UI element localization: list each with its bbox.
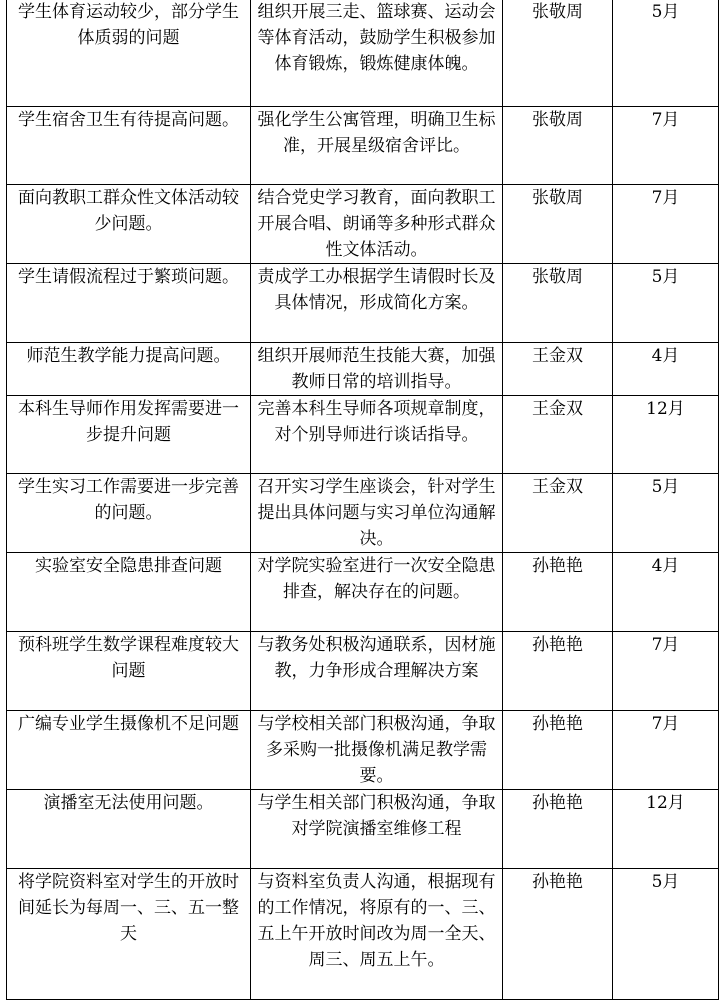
- problem-text: 将学院资料室对学生的开放时间延长为每周一、三、五一整天: [18, 872, 239, 944]
- problem-cell: [7, 790, 251, 869]
- month-text: 7月: [651, 714, 680, 734]
- table-row: [7, 264, 719, 343]
- table-row: [7, 869, 719, 1000]
- table-row: [7, 396, 719, 474]
- month-text: 12月: [646, 399, 685, 419]
- month-text: 5月: [651, 477, 680, 497]
- person-text: 王金双: [532, 346, 583, 366]
- problem-cell: [7, 0, 251, 107]
- problem-cell: [7, 632, 251, 711]
- table-row: [7, 474, 719, 553]
- problem-cell: [7, 553, 251, 632]
- problem-cell: [7, 474, 251, 553]
- person-text: 孙艳艳: [532, 793, 583, 813]
- problem-text: 师范生教学能力提高问题。: [26, 346, 231, 366]
- measure-text: 与学生相关部门积极沟通，争取对学院演播室维修工程: [257, 793, 496, 839]
- person-cell: [503, 790, 613, 869]
- month-text: 7月: [651, 188, 680, 208]
- person-cell: [503, 869, 613, 1000]
- measure-cell: [251, 474, 503, 553]
- rectification-task-table: [6, 0, 719, 1000]
- person-cell: [503, 553, 613, 632]
- person-text: 王金双: [532, 477, 583, 497]
- person-text: 孙艳艳: [532, 714, 583, 734]
- measure-cell: [251, 0, 503, 107]
- person-text: 孙艳艳: [532, 556, 583, 576]
- table-row: [7, 343, 719, 396]
- problem-text: 学生实习工作需要进一步完善的问题。: [18, 477, 239, 523]
- person-text: 孙艳艳: [532, 635, 583, 655]
- table-row: [7, 553, 719, 632]
- person-text: 王金双: [532, 399, 583, 419]
- measure-text: 责成学工办根据学生请假时长及具体情况，形成简化方案。: [257, 267, 496, 313]
- month-cell: [613, 343, 719, 396]
- measure-text: 组织开展师范生技能大赛，加强教师日常的培训指导。: [257, 346, 496, 392]
- measure-text: 与学校相关部门积极沟通，争取多采购一批摄像机满足教学需要。: [257, 714, 496, 786]
- measure-text: 完善本科生导师各项规章制度，对个别导师进行谈话指导。: [257, 399, 496, 445]
- person-cell: [503, 711, 613, 790]
- person-text: 张敬周: [532, 110, 583, 130]
- person-text: 张敬周: [532, 188, 583, 208]
- person-cell: [503, 264, 613, 343]
- month-cell: [613, 553, 719, 632]
- person-cell: [503, 396, 613, 474]
- measure-cell: [251, 343, 503, 396]
- table-row: [7, 107, 719, 185]
- measure-cell: [251, 632, 503, 711]
- problem-text: 演播室无法使用问题。: [43, 793, 214, 813]
- measure-cell: [251, 790, 503, 869]
- measure-cell: [251, 553, 503, 632]
- person-cell: [503, 632, 613, 711]
- table-row: [7, 790, 719, 869]
- table-row: [7, 0, 719, 107]
- table-row: [7, 632, 719, 711]
- problem-cell: [7, 264, 251, 343]
- measure-text: 结合党史学习教育，面向教职工开展合唱、朗诵等多种形式群众性文体活动。: [257, 188, 496, 260]
- person-cell: [503, 185, 613, 264]
- problem-text: 预科班学生数学课程难度较大问题: [18, 635, 239, 681]
- measure-cell: [251, 396, 503, 474]
- month-text: 12月: [646, 793, 685, 813]
- problem-text: 面向教职工群众性文体活动较少问题。: [18, 188, 239, 234]
- month-text: 7月: [651, 635, 680, 655]
- problem-cell: [7, 396, 251, 474]
- month-text: 5月: [651, 2, 680, 22]
- month-cell: [613, 711, 719, 790]
- month-text: 5月: [651, 872, 680, 892]
- month-cell: [613, 107, 719, 185]
- month-text: 5月: [651, 267, 680, 287]
- measure-cell: [251, 107, 503, 185]
- person-cell: [503, 0, 613, 107]
- problem-cell: [7, 869, 251, 1000]
- problem-text: 广编专业学生摄像机不足问题: [18, 714, 239, 734]
- measure-cell: [251, 711, 503, 790]
- person-text: 孙艳艳: [532, 872, 583, 892]
- problem-text: 实验室安全隐患排查问题: [35, 556, 222, 576]
- month-text: 7月: [651, 110, 680, 130]
- table-row: [7, 711, 719, 790]
- month-cell: [613, 396, 719, 474]
- month-cell: [613, 264, 719, 343]
- problem-cell: [7, 343, 251, 396]
- measure-text: 与教务处积极沟通联系，因材施教，力争形成合理解决方案: [257, 635, 496, 681]
- measure-text: 强化学生公寓管理，明确卫生标准，开展星级宿舍评比。: [257, 110, 496, 156]
- problem-text: 本科生导师作用发挥需要进一步提升问题: [18, 399, 239, 445]
- measure-cell: [251, 869, 503, 1000]
- problem-cell: [7, 711, 251, 790]
- month-cell: [613, 0, 719, 107]
- month-text: 4月: [651, 556, 680, 576]
- measure-cell: [251, 185, 503, 264]
- person-text: 张敬周: [532, 2, 583, 22]
- month-text: 4月: [651, 346, 680, 366]
- problem-cell: [7, 185, 251, 264]
- person-cell: [503, 343, 613, 396]
- measure-text: 召开实习学生座谈会，针对学生提出具体问题与实习单位沟通解决。: [257, 477, 496, 549]
- person-cell: [503, 107, 613, 185]
- measure-text: 组织开展三走、篮球赛、运动会等体育活动，鼓励学生积极参加体育锻炼，锻炼健康体魄。: [257, 2, 496, 74]
- problem-cell: [7, 107, 251, 185]
- month-cell: [613, 869, 719, 1000]
- measure-text: 对学院实验室进行一次安全隐患排查，解决存在的问题。: [257, 556, 496, 602]
- month-cell: [613, 185, 719, 264]
- month-cell: [613, 632, 719, 711]
- month-cell: [613, 474, 719, 553]
- person-text: 张敬周: [532, 267, 583, 287]
- problem-text: 学生体育运动较少，部分学生体质弱的问题: [18, 2, 239, 48]
- month-cell: [613, 790, 719, 869]
- person-cell: [503, 474, 613, 553]
- measure-cell: [251, 264, 503, 343]
- problem-text: 学生请假流程过于繁琐问题。: [18, 267, 239, 287]
- table-row: [7, 185, 719, 264]
- measure-text: 与资料室负责人沟通，根据现有的工作情况，将原有的一、三、五上午开放时间改为周一全天、周三、周五上午。: [257, 872, 496, 970]
- problem-text: 学生宿舍卫生有待提高问题。: [18, 110, 239, 130]
